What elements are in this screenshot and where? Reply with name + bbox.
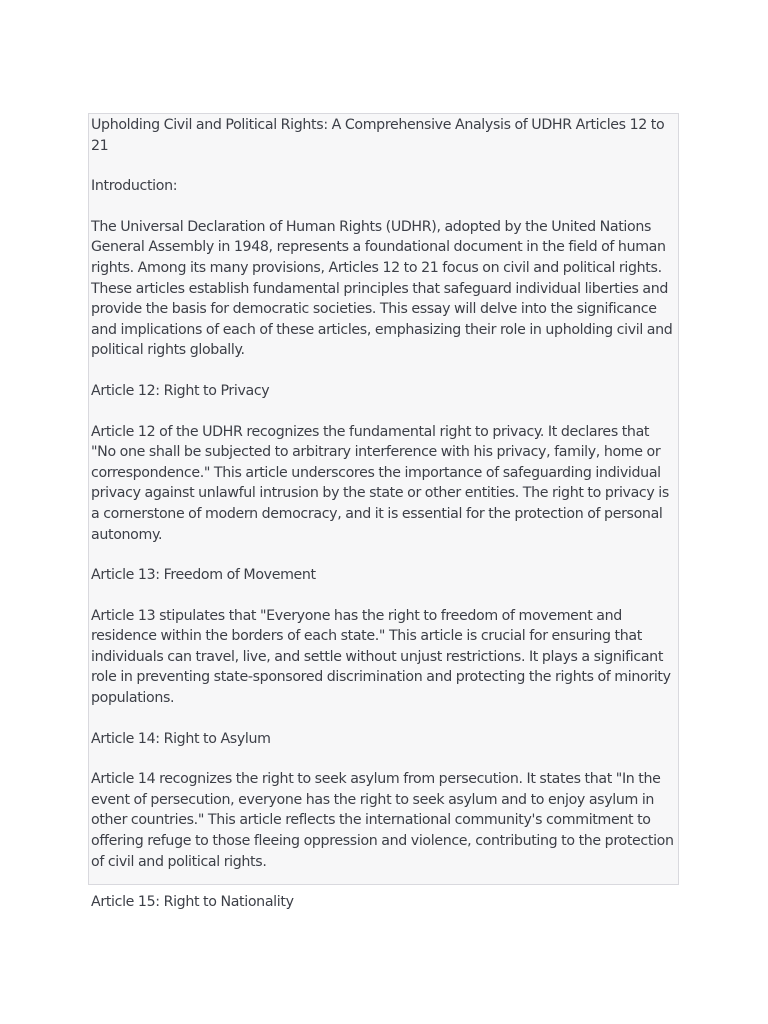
introduction-paragraph: The Universal Declaration of Human Rights (UDHR), adopted by the United Nations General Assembly in 1948, represents a foundational document in the field of human rights. Among its many provisions, Articles 12 to 21 focus on civil and political rights. These articles establish fundamental principles that safeguard individual liberties and provide the basis for democratic societies. This essay will delve into the significance and implications of each of these articles, emphasizing their role in upholding civil and political rights globally. [91,218,673,359]
article-13-paragraph: Article 13 stipulates that "Everyone has the right to freedom of movement and residence within the borders of each state." This article is crucial for ensuring that individuals can travel, live, and settle without unjust restrictions. It plays a significant role in preventing state-sponsored discrimination and protecting the rights of minority populations. [91,607,671,707]
article-14-heading: Article 14: Right to Asylum [91,730,271,747]
article-14-paragraph: Article 14 recognizes the right to seek asylum from persecution. It states that "In the event of persecution, everyone has the right to seek asylum and to enjoy asylum in other countries." This article reflects the international community's commitment to offering refuge to those fleeing oppression and violence, contributing to the protection of civil and political rights. [91,771,674,870]
introduction-heading: Introduction: [91,178,178,195]
article-13-heading: Article 13: Freedom of Movement [91,567,316,584]
article-15-heading: Article 15: Right to Nationality [91,894,294,911]
article-12-heading: Article 12: Right to Privacy [91,382,270,399]
essay-text-box [88,113,679,911]
article-12-paragraph: Article 12 of the UDHR recognizes the fundamental right to privacy. It declares that "No one shall be subjected to arbitrary interference with his privacy, family, home or correspondence." This article underscores the importance of safeguarding individual privacy against unlawful intrusion by the state or other entities. The right to privacy is a cornerstone of modern democracy, and it is essential for the protection of personal autonomy. [91,423,669,543]
essay-title: Upholding Civil and Political Rights: A Comprehensive Analysis of UDHR Articles 12 to 21 [91,117,665,154]
